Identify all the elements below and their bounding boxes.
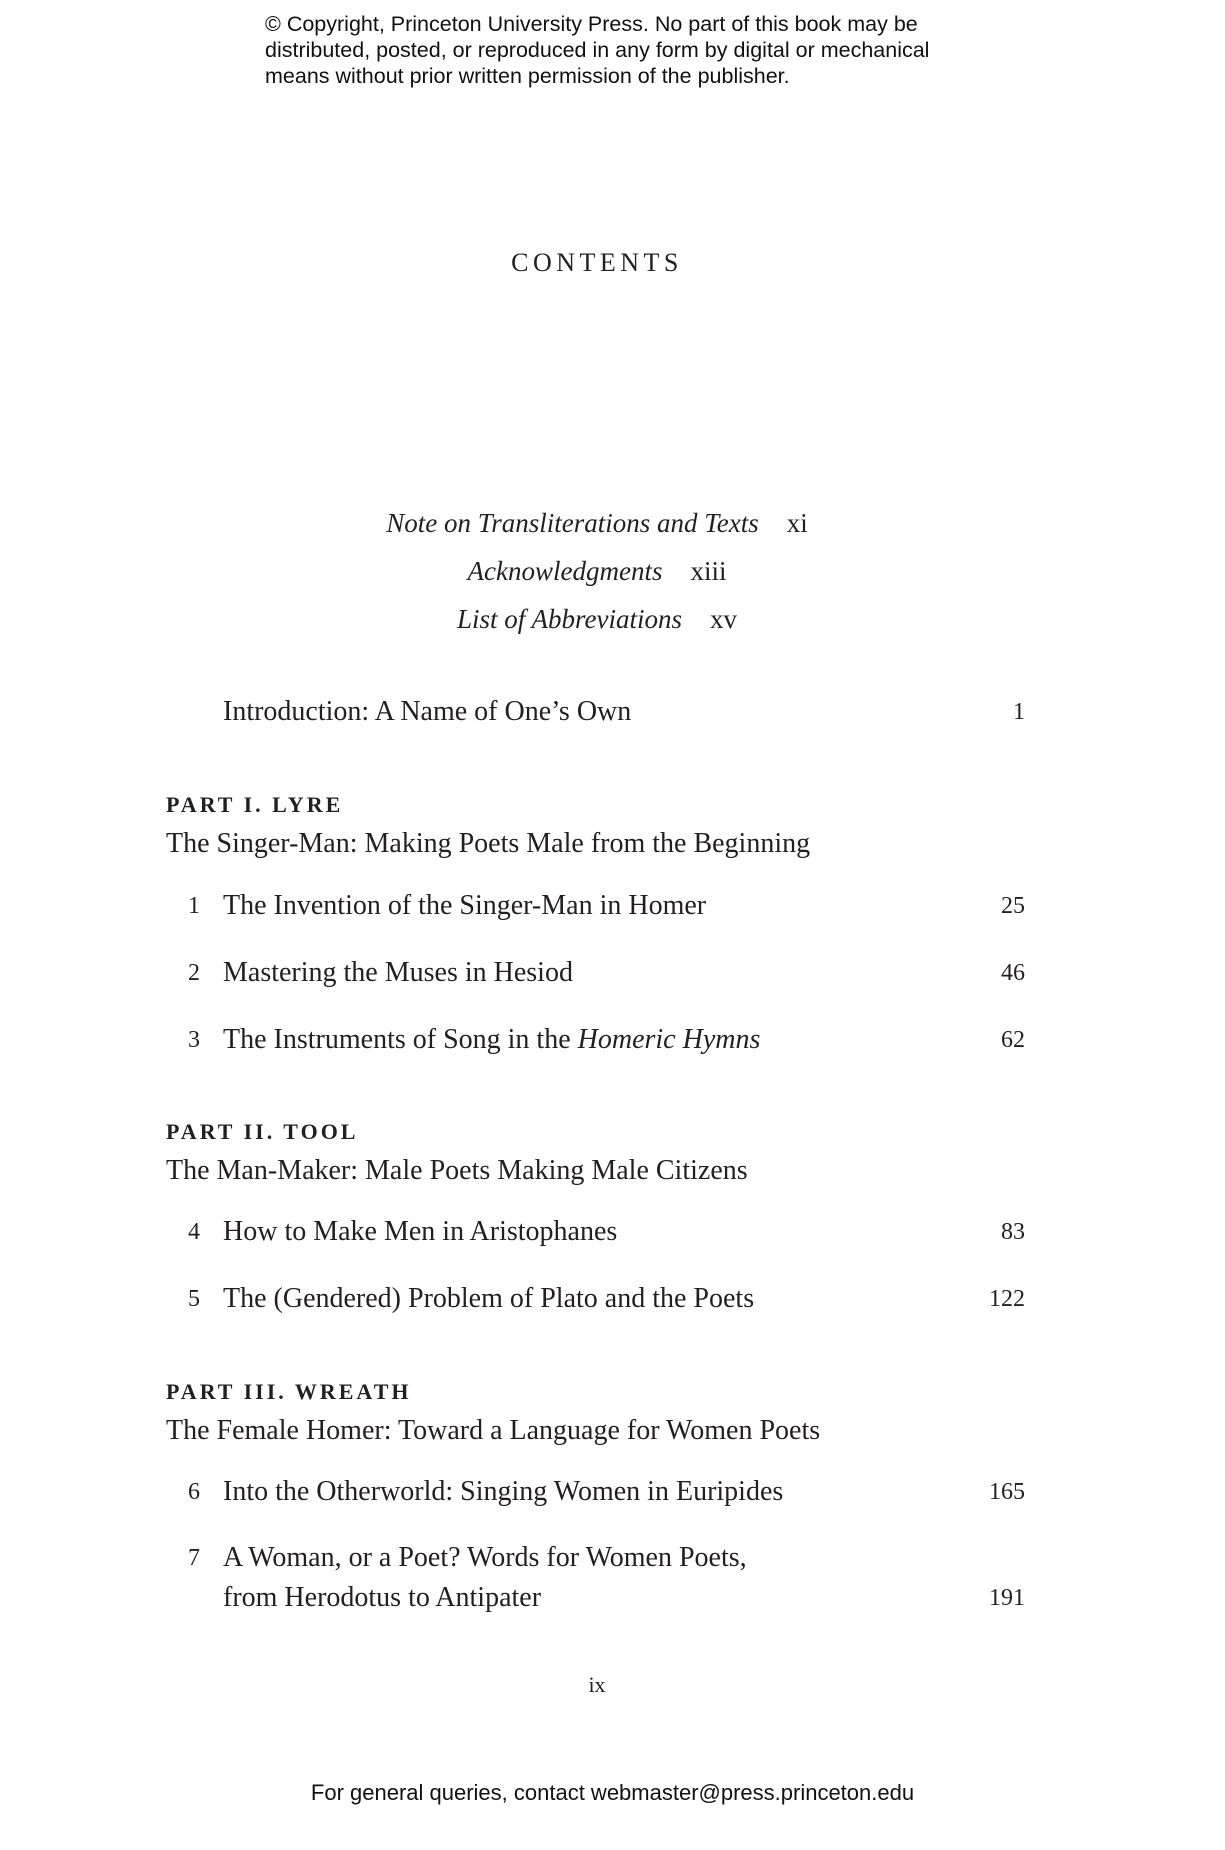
front-matter-item: [0, 556, 1194, 587]
chapter-page: 122: [989, 1286, 1025, 1312]
introduction-page: 1: [1013, 699, 1025, 725]
chapter-title-continued: from Herodotus to Antipater: [223, 1582, 542, 1613]
chapter-page: 191: [989, 1585, 1025, 1611]
front-matter-label: Note on Transliterations and Texts: [386, 508, 759, 538]
chapter-title: Into the Otherworld: Singing Women in Euripides: [223, 1476, 784, 1507]
page-number: ix: [588, 1672, 606, 1697]
chapter-page: 25: [1001, 893, 1025, 919]
chapter-entry: [0, 886, 1225, 926]
chapter-entry: [0, 1020, 1225, 1060]
chapter-title: The Invention of the Singer-Man in Homer: [223, 890, 707, 921]
chapter-entry: [0, 1472, 1225, 1512]
chapter-number: 4: [188, 1219, 200, 1245]
page-title: CONTENTS: [511, 248, 683, 277]
chapter-title-main: The Instruments of Song in the: [223, 1024, 578, 1055]
chapter-entry: [0, 953, 1225, 993]
chapter-entry: [0, 1212, 1225, 1252]
chapter-number: 6: [188, 1479, 200, 1505]
part-subtitle: The Singer-Man: Making Poets Male from the Beginning: [166, 828, 811, 859]
front-matter-item: [0, 508, 1194, 539]
chapter-entry: [0, 1279, 1225, 1319]
part-label: PART II. TOOL: [166, 1119, 359, 1144]
chapter-page: 83: [1001, 1219, 1025, 1245]
copyright-line: distributed, posted, or reproduced in any form by digital or mechanical: [265, 38, 930, 62]
part-subtitle: The Man-Maker: Male Poets Making Male Citizens: [166, 1155, 748, 1186]
copyright-notice: [265, 11, 1025, 89]
footer-contact: For general queries, contact webmaster@press.princeton.edu: [310, 1780, 915, 1805]
chapter-number: 1: [188, 893, 200, 919]
chapter-title: The (Gendered) Problem of Plato and the Poets: [223, 1283, 755, 1314]
chapter-page: 46: [1001, 960, 1025, 986]
part-label: PART I. LYRE: [166, 792, 344, 817]
front-matter-label: List of Abbreviations: [456, 604, 683, 634]
chapter-number: 5: [188, 1286, 200, 1312]
chapter-title: A Woman, or a Poet? Words for Women Poets,: [223, 1542, 747, 1573]
front-matter-label: Acknowledgments: [467, 556, 663, 586]
part-subtitle: The Female Homer: Toward a Language for Women Poets: [166, 1415, 821, 1446]
front-matter-page: xv: [710, 604, 738, 634]
chapter-number: 7: [188, 1545, 200, 1571]
chapter-entry: [0, 1538, 1225, 1578]
front-matter-page: xi: [786, 508, 808, 538]
chapter-page: 165: [989, 1479, 1025, 1505]
chapter-page: 62: [1001, 1027, 1025, 1053]
chapter-title: [223, 1020, 760, 1060]
chapter-number: 2: [188, 960, 200, 986]
introduction-entry: [0, 692, 1225, 732]
chapter-entry-continued: [0, 1578, 1225, 1618]
chapter-title: Mastering the Muses in Hesiod: [223, 957, 573, 988]
copyright-line: © Copyright, Princeton University Press. No part of this book may be: [265, 12, 918, 36]
chapter-title-italic: Homeric Hymns: [577, 1024, 761, 1055]
chapter-number: 3: [188, 1027, 200, 1053]
chapter-title: How to Make Men in Aristophanes: [223, 1216, 618, 1247]
front-matter-item: [0, 604, 1194, 635]
introduction-title: Introduction: A Name of One’s Own: [223, 696, 632, 727]
part-label: PART III. WREATH: [166, 1379, 412, 1404]
front-matter-page: xiii: [690, 556, 727, 586]
copyright-line: means without prior written permission of the publisher.: [265, 64, 790, 88]
